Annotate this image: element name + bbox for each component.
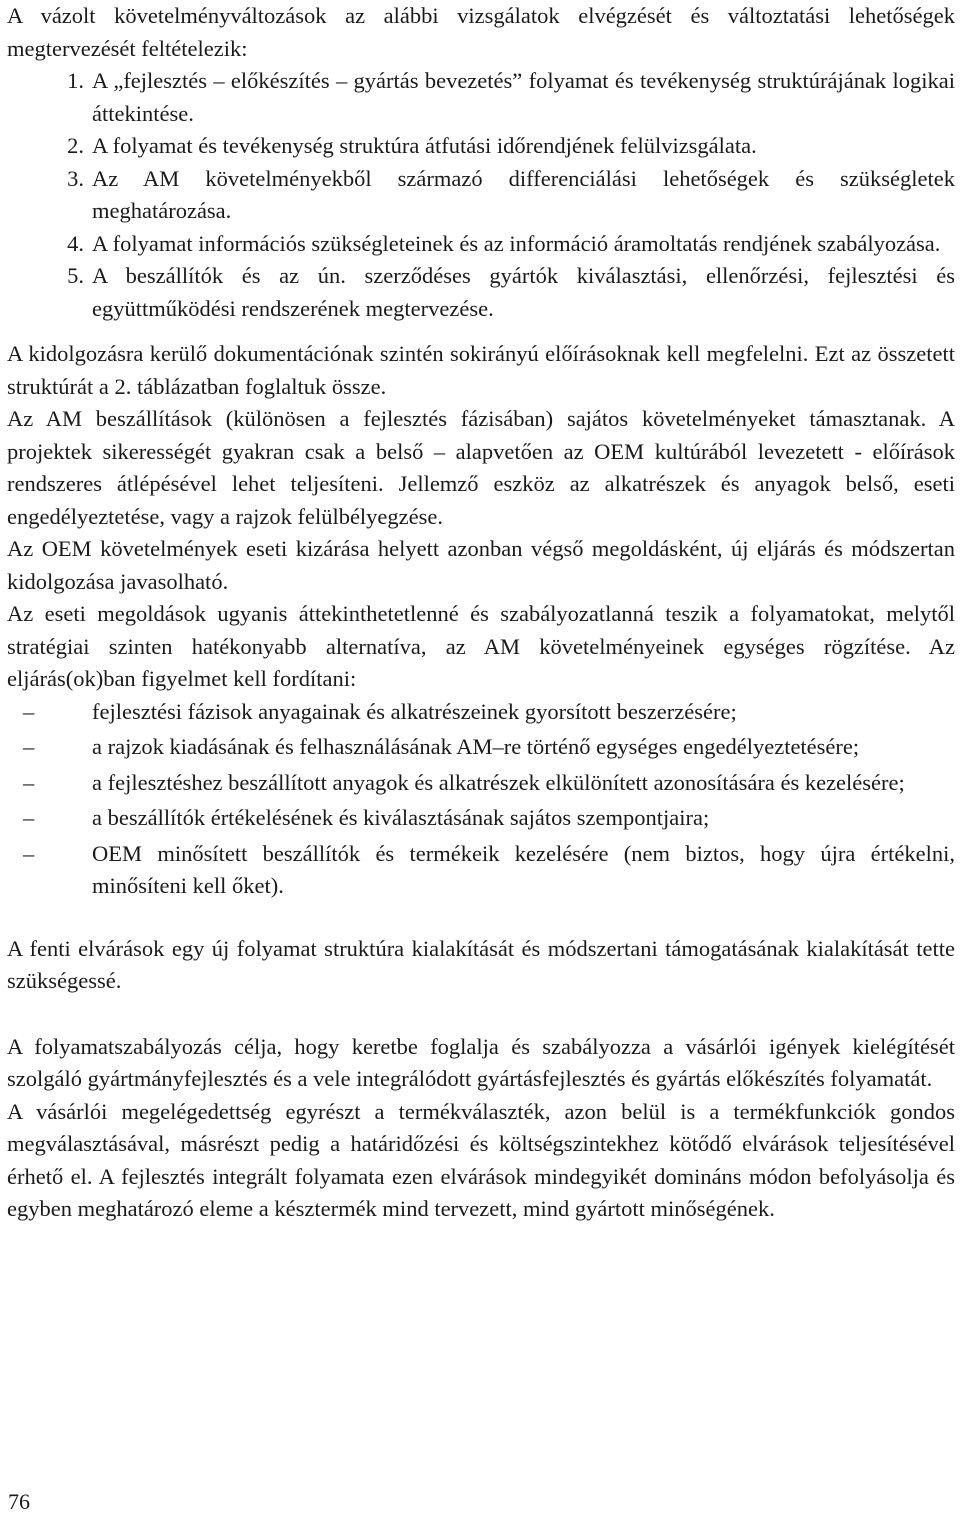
paragraph-documentation: A kidolgozásra kerülő dokumentációnak szintén sokirányú előírásoknak kell megfelelni. Ezt az összetett struktúrát a 2. táblázatban foglaltuk össze. xyxy=(7,341,955,399)
numbered-list-item xyxy=(7,130,955,163)
list-item-text: a beszállítók értékelésének és kiválasztásának sajátos szempontjaira; xyxy=(92,805,710,830)
numbered-list-item xyxy=(7,228,955,261)
dash-bullet: – xyxy=(23,769,35,795)
list-item-text: a fejlesztéshez beszállított anyagok és alkatrészek elkülönített azonosítására és kezelésére; xyxy=(92,769,905,795)
dash-list-item xyxy=(7,802,955,835)
numbered-list-item xyxy=(7,260,955,325)
dash-bullet: – xyxy=(23,805,35,830)
list-item-text: A „fejlesztés – előkészítés – gyártás bevezetés” folyamat és tevékenység struktúrájának logikai áttekintése. xyxy=(92,68,955,126)
numbered-list-item xyxy=(7,163,955,228)
document-page xyxy=(7,0,955,1226)
list-item-text: A beszállítók és az ún. szerződéses gyártók kiválasztási, ellenőrzési, fejlesztési és együttműködési rendszerének megtervezése. xyxy=(92,263,955,321)
paragraph-new-structure: A fenti elvárások egy új folyamat struktúra kialakítását és módszertani támogatásának kialakítását tette szükségessé. xyxy=(7,935,955,993)
list-item-text: A folyamat és tevékenység struktúra átfutási időrendjének felülvizsgálata. xyxy=(92,133,757,158)
list-item-number: 3. xyxy=(67,165,84,191)
numbered-list xyxy=(7,65,955,325)
paragraph-customer-satisfaction: A vásárlói megelégedettség egyrészt a termékválaszték, azon belül is a termékfunkciók gondos megválasztásával, másrészt pedig a határidőzési és költségszintekhez kötődő elvárások teljesítésével érhető el. A fejlesztés integrált folyamata ezen elvárások mindegyikét domináns módon befolyásolja és egyben meghatározó eleme a késztermék mind tervezett, mind gyártott minőségének. xyxy=(7,1098,955,1221)
page-number: 76 xyxy=(8,1489,30,1514)
dash-bullet: – xyxy=(23,698,35,724)
dash-list xyxy=(7,696,955,903)
list-item-text: a rajzok kiadásának és felhasználásának AM–re történő egységes engedélyeztetésére; xyxy=(92,734,860,759)
paragraph-ad-hoc-solutions: Az eseti megoldások ugyanis áttekinthetetlenné és szabályozatlanná teszik a folyamatokat, melytől stratégiai szinten hatékonyabb alternatíva, az AM követelményeinek egységes rögzítése. Az eljárás(ok)ban figyelmet kell fordítani: xyxy=(7,601,955,691)
paragraph-oem-requirements: Az OEM követelmények eseti kizárása helyett azonban végső megoldásként, új eljárás és módszertan kidolgozása javasolható. xyxy=(7,536,955,594)
paragraph-process-regulation: A folyamatszabályozás célja, hogy keretbe foglalja és szabályozza a vásárlói igények kielégítését szolgáló gyártmányfejlesztés és a vele integrálódott gyártásfejlesztés és gyártás előkészítés folyamatát. xyxy=(7,1033,955,1091)
list-item-number: 1. xyxy=(67,68,84,93)
list-item-text: A folyamat információs szükségleteinek és az információ áramoltatás rendjének szabályozása. xyxy=(92,230,941,256)
dash-bullet: – xyxy=(23,840,35,866)
list-item-text: fejlesztési fázisok anyagainak és alkatrészeinek gyorsított beszerzésére; xyxy=(92,698,737,724)
list-item-number: 2. xyxy=(67,133,84,158)
list-item-text: Az AM követelményekből származó differenciálási lehetőségek és szükségletek meghatározása. xyxy=(92,165,955,223)
list-item-number: 4. xyxy=(67,230,84,256)
dash-list-item xyxy=(7,696,955,729)
dash-bullet: – xyxy=(23,734,35,759)
dash-list-item xyxy=(7,767,955,800)
intro-paragraph: A vázolt követelményváltozások az alábbi vizsgálatok elvégzését és változtatási lehetőségek megtervezését feltételezik: xyxy=(7,3,955,61)
numbered-list-item xyxy=(7,65,955,130)
dash-list-item xyxy=(7,731,955,764)
list-item-number: 5. xyxy=(67,263,84,288)
paragraph-am-supplies: Az AM beszállítások (különösen a fejlesztés fázisában) sajátos követelményeket támasztanak. A projektek sikerességét gyakran csak a belső – alapvetően az OEM kultúrából levezetett - előírások rendszeres átlépésével lehet teljesíteni. Jellemző eszköz az alkatrészek és anyagok belső, eseti engedélyeztetése, vagy a rajzok felülbélyegzése. xyxy=(7,406,955,529)
dash-list-item xyxy=(7,838,955,903)
list-item-text: OEM minősített beszállítók és termékeik kezelésére (nem biztos, hogy újra értékelni, minősíteni kell őket). xyxy=(92,840,955,898)
